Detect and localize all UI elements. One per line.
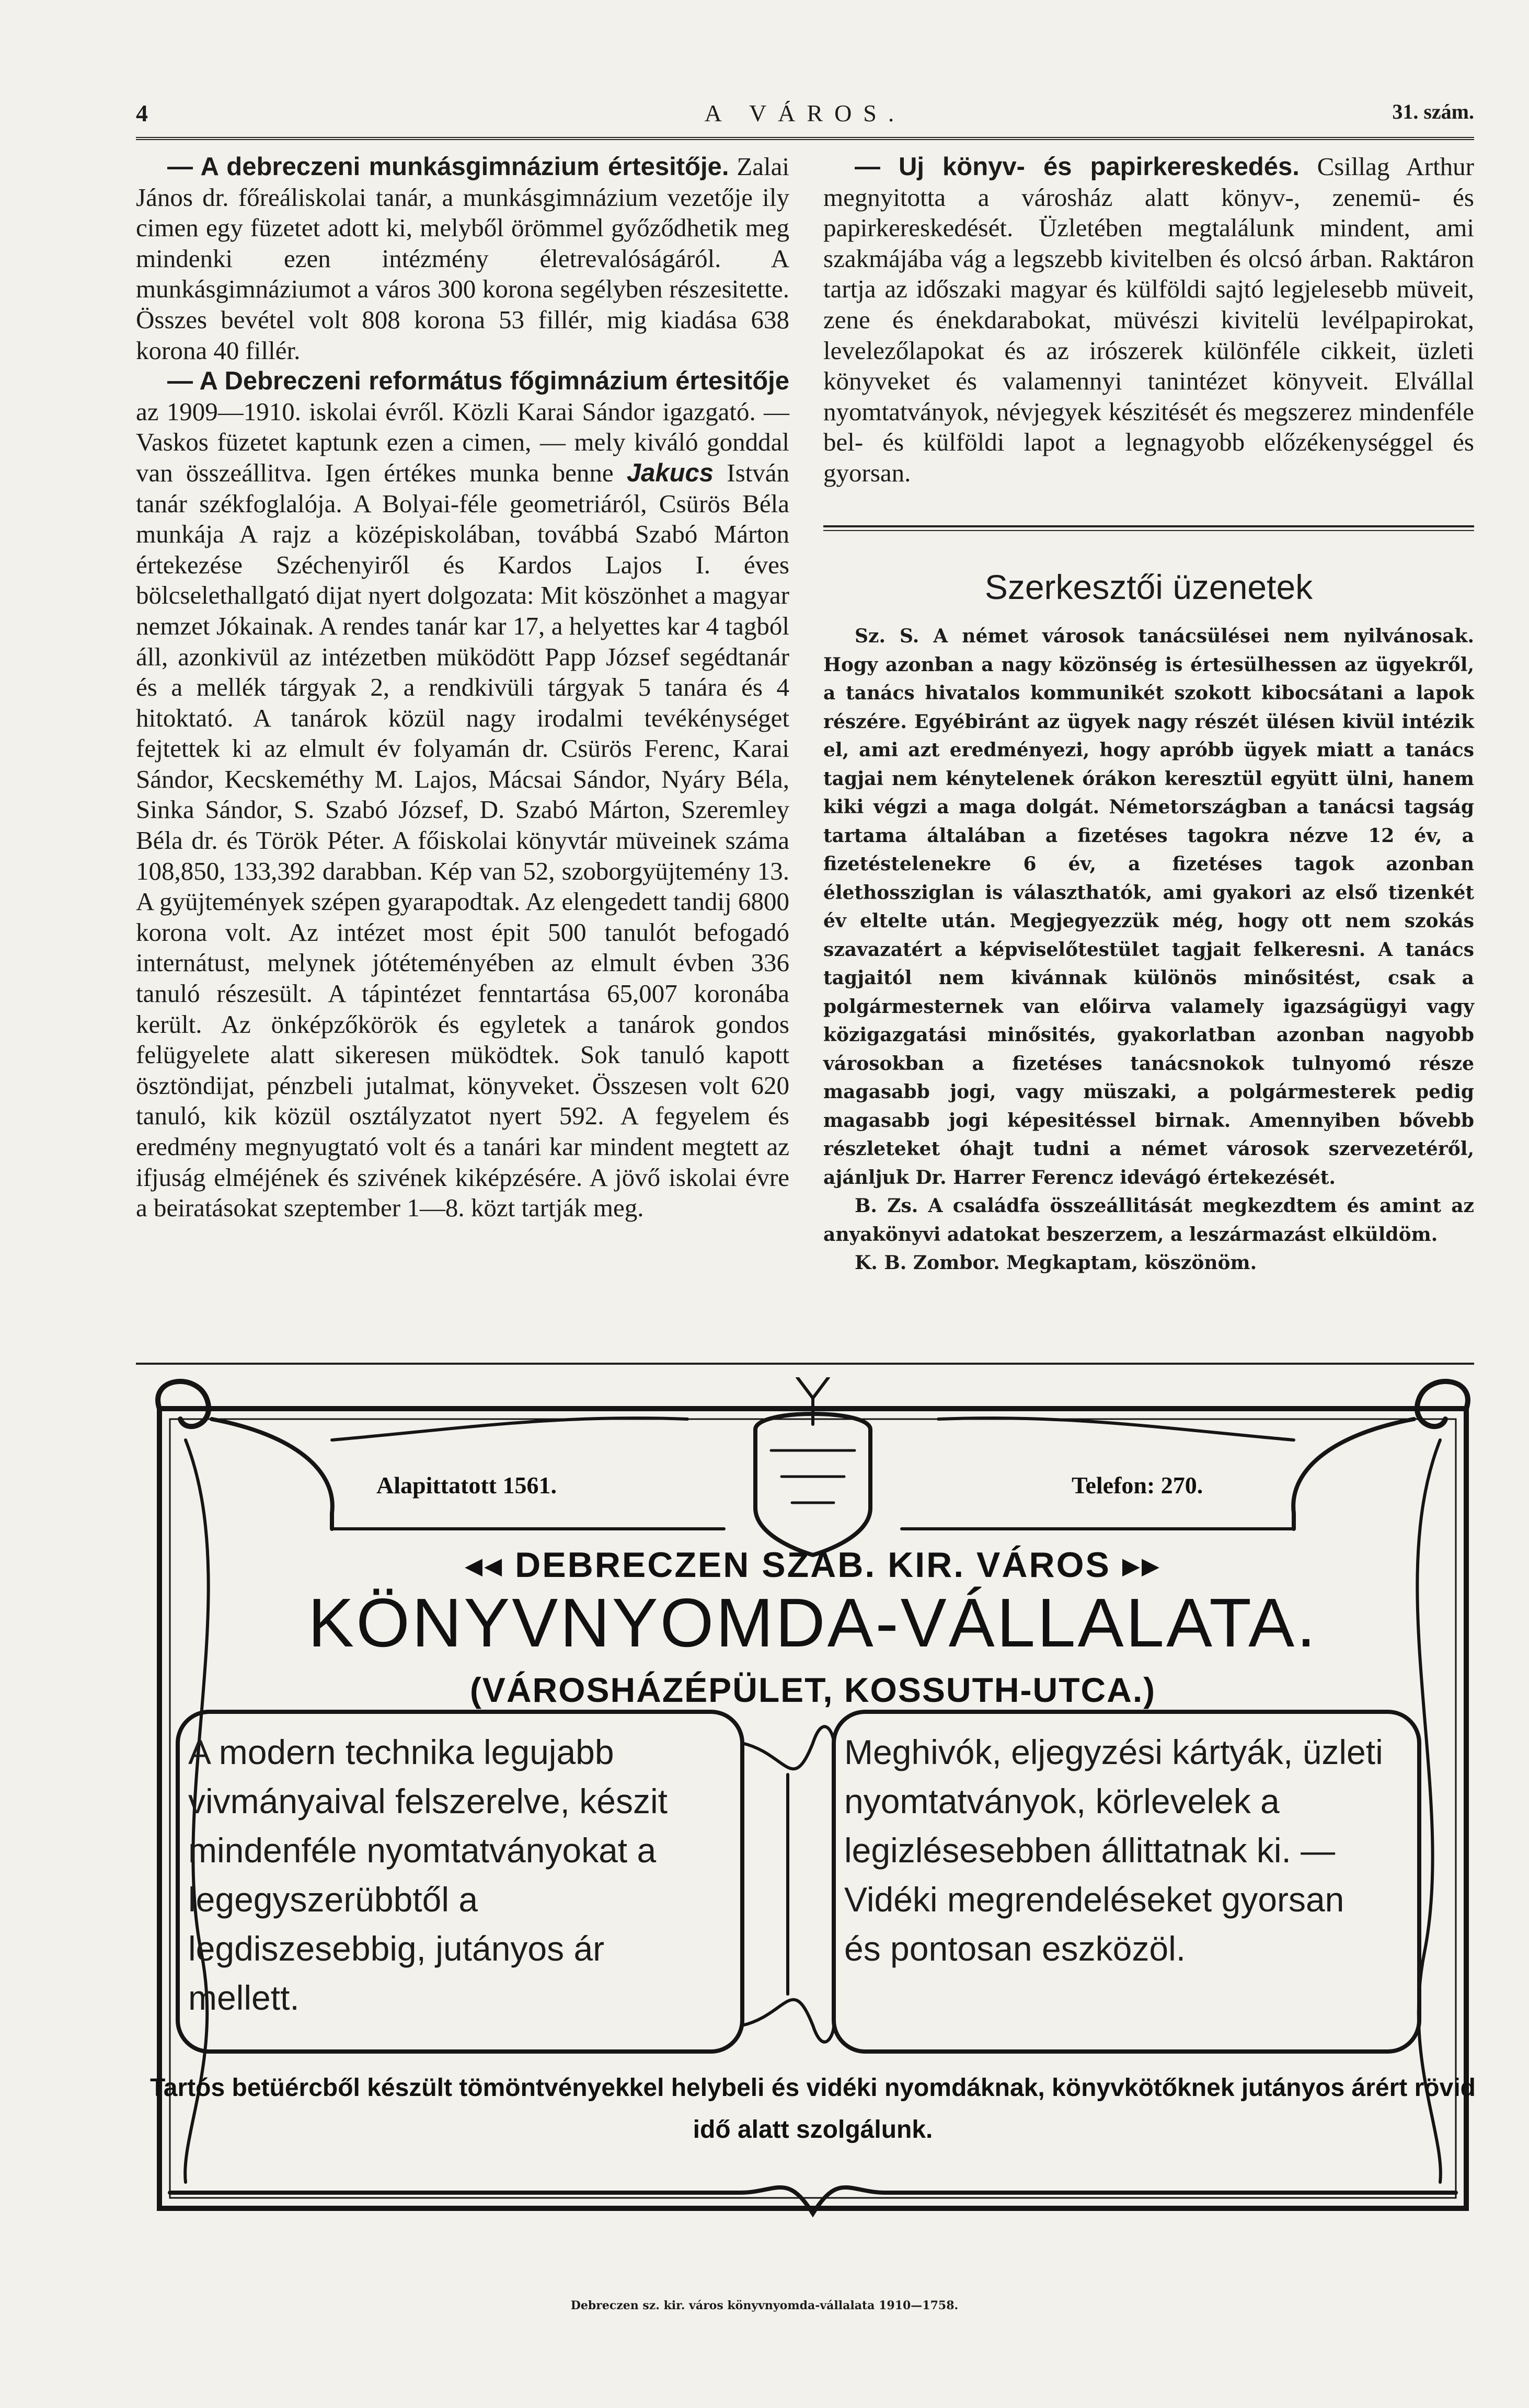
- company-name: KÖNYVNYOMDA-VÁLLALATA.: [308, 1584, 1318, 1661]
- page-number: 4: [136, 100, 148, 126]
- message-body: A német városok tanácsülései nem nyilvánosak. Hogy azonban a nagy közönség is értesülhessen az ügyekről, a tanács hivatalos kommunikét szokott kibocsátani a lapok részére. Egyébiránt az ügyek nagy részét ülésen kivül intézik el, ami azt eredményezi, hogy apróbb ügyek miatt a tanács tagjai nem kénytelenek órákon keresztül együtt ülni, hanem kiki végzi a maga dolgát. Németországban a tanácsi tagság tartama általában a fizetéses tagokra nézve 12 év, a fizetéstelenekre 6 év, a fizetéses tagok azonban élethossziglan is választhatók, ami gyakori az első tizenkét év eltelte után. Megjegyezzük még, hogy ott nem szokás szavazatért a képviselőtestület tagjait felkeresni. A tanács tagjaitól nem kivánnak különös minősitést, csak a polgármesternek van előirva valamely igazságügyi vagy közigazgatási minősités, gyakorlatban azonban nagyobb városokban a fizetéses tanácsnokok tulnyomó része magasabb jogi, vagy müszaki, a polgármesterek pedig magasabb jogi képesitéssel birnak. Amennyiben bővebb részleteket óhajt tudni a német városok szervezetéről, ajánljuk Dr. Harrer Ferencz idevágó értekezését.: [823, 625, 1474, 1189]
- message-signature: Sz. S.: [855, 625, 919, 647]
- article-title: — A Debreczeni református főgimnázium értesitője: [167, 367, 789, 396]
- left-panel-text: A modern technika legujabb vivmányaival felszerelve, készit mindenféle nyomtatványokat a legegyszerübbtől a legdiszesebbig, jutányos ár mellett.: [188, 1733, 668, 2017]
- column-rule: [823, 525, 1474, 527]
- issue-number: 31. szám.: [1392, 100, 1474, 123]
- column-rule-thin: [823, 530, 1474, 531]
- message-body: Megkaptam, köszönöm.: [1006, 1252, 1257, 1274]
- message-signature: B. Zs.: [855, 1195, 918, 1217]
- article-reformatus: [136, 366, 789, 1224]
- page-header: [136, 99, 1474, 131]
- article-title: — A debreczeni munkásgimnázium értesitője.: [167, 153, 729, 181]
- message-body: A családfa összeállitását megkezdtem és amint az anyakönyvi adatokat beszerzem, a leszármazást elküldöm.: [823, 1195, 1474, 1246]
- print-shop-advertisement: [139, 1377, 1487, 2224]
- printer-imprint: Debreczen sz. kir. város könyvnyomda-vállalata 1910—1758.: [570, 2299, 959, 2312]
- article-body-cont: István tanár székfoglalója. A Bolyai-féle geometriáról, Csürös Béla munkája A rajz a középiskolában, továbbá Szabó Márton értekezése Széchenyiről és Kardos Lajos I. éves bölcselethallgató dijat nyert dolgozata: Mit köszönhet a magyar nemzet Jókainak. A rendes tanár kar 17, a helyettes kar 4 tagból áll, azonkivül az intézetben müködött Papp József segédtanár és a mellék tárgyak 2, a rendkivüli tárgyak 5 tanára és 4 hitoktató. A tanárok közül nagy irodalmi tevékénységet fejtettek ki az elmult év folyamán dr. Csürös Ferenc, Karai Sándor, Kecskeméthy M. Lajos, Mácsai Sándor, Nyáry Béla, Sinka Sándor, S. Szabó József, D. Szabó Márton, Szeremley Béla dr. és Török Péter. A főiskolai könyvtár müveinek száma 108,850, 133,392 darabban. Kép van 52, szoborgyüjtemény 13. A gyüjtemények szépen gyarapodtak. Az elengedett tandij 6800 korona volt. Az intézet most épit 500 tanulót befogadó internátust, melynek jótéteményében az elmult évben 336 tanuló részesült. A tápintézet fenntartása 65,007 koronába került. Az önképzőkörök és egyletek a tanárok gondos felügyelete alatt sikeresen müködtek. Sok tanuló kapott ösztöndijat, pénzbeli jutalmat, könyveket. Összesen volt 620 tanuló, kik közül osztályzatot nyert 592. A fegyelem és eredmény megnyugtató volt és a tanári kar mindent megtett az ifjuság elméjének és szivének kiképzésére. A jövő iskolai évre a beiratásokat szeptember 1—8. közt tartják meg.: [136, 458, 789, 1223]
- header-rule: [136, 137, 1474, 140]
- article-konyvkereskedes: [823, 152, 1474, 489]
- city-line: ◂◂ DEBRECZEN SZAB. KIR. VÁROS ▸▸: [465, 1545, 1161, 1585]
- right-column: [823, 152, 1474, 489]
- message-signature: K. B. Zombor.: [855, 1252, 1000, 1274]
- left-column: [136, 152, 789, 1224]
- newspaper-title: A VÁROS.: [704, 100, 906, 126]
- right-panel-text: Meghivók, eljegyzési kártyák, üzleti nyomtatványok, körlevelek a legizlésesebben állittatnak ki. — Vidéki megrendeléseket gyorsan és pontosan eszközöl.: [844, 1733, 1383, 1968]
- editor-messages: [823, 622, 1474, 1277]
- section-title: Szerkesztői üzenetek: [984, 568, 1313, 606]
- founded-label: Alapittatott 1561.: [376, 1472, 557, 1499]
- article-body: az 1909—1910. iskolai évről. Közli Karai Sándor igazgató. — Vaskos füzetet kaptunk ezen a cimen, — mely kiváló gonddal van összeállitva. Igen értékes munka benne: [136, 397, 789, 487]
- phone-label: Telefon: 270.: [1072, 1472, 1203, 1499]
- article-body: Zalai János dr. főreáliskolai tanár, a munkásgimnázium vezetője ily cimen egy füzetet adott ki, melyből örömmel győződhetik meg mindenki ezen intézmény életrevalóságáról. A munkásgimnáziumot a város 300 korona segélyben részesitette. Összes bevétel volt 808 korona 53 fillér, mig kiadása 638 korona 40 fillér.: [136, 152, 790, 365]
- advertisement-separator: [136, 1363, 1474, 1365]
- company-address: (VÁROSHÁZÉPÜLET, KOSSUTH-UTCA.): [469, 1670, 1156, 1709]
- message-item: [823, 622, 1474, 1192]
- message-item: [823, 1192, 1474, 1249]
- article-body: Csillag Arthur megnyitotta a városház alatt könyv-, zenemü- és papirkereskedését. Üzletében megtalálunk mindent, ami szakmájába vág a legszebb kivitelben és olcsó árban. Raktáron tartja az időszaki magyar és külföldi sajtó legjelesebb müveit, zene és énekdarabokat, müvészi kivitelü levélpapirokat, levelezőlapokat és az irószerek különféle cikkeit, üzleti könyveket és valamennyi tanintézet könyveit. Elvállal nyomtatványok, névjegyek készitését és megszerez mindenféle bel- és külföldi lapot a legnagyobb előzékenységgel és gyorsan.: [823, 152, 1474, 487]
- article-munkasgimnazium: [136, 152, 789, 366]
- article-title: — Uj könyv- és papirkereskedés.: [855, 153, 1300, 181]
- message-item: [823, 1249, 1474, 1277]
- person-name: Jakucs: [626, 458, 714, 487]
- advertisement-footer: Tartós betüércből készült tömöntvényekkel helybeli és vidéki nyomdáknak, könyvkötőknek jutányos árért rövid idő alatt szolgálunk.: [150, 2074, 1476, 2144]
